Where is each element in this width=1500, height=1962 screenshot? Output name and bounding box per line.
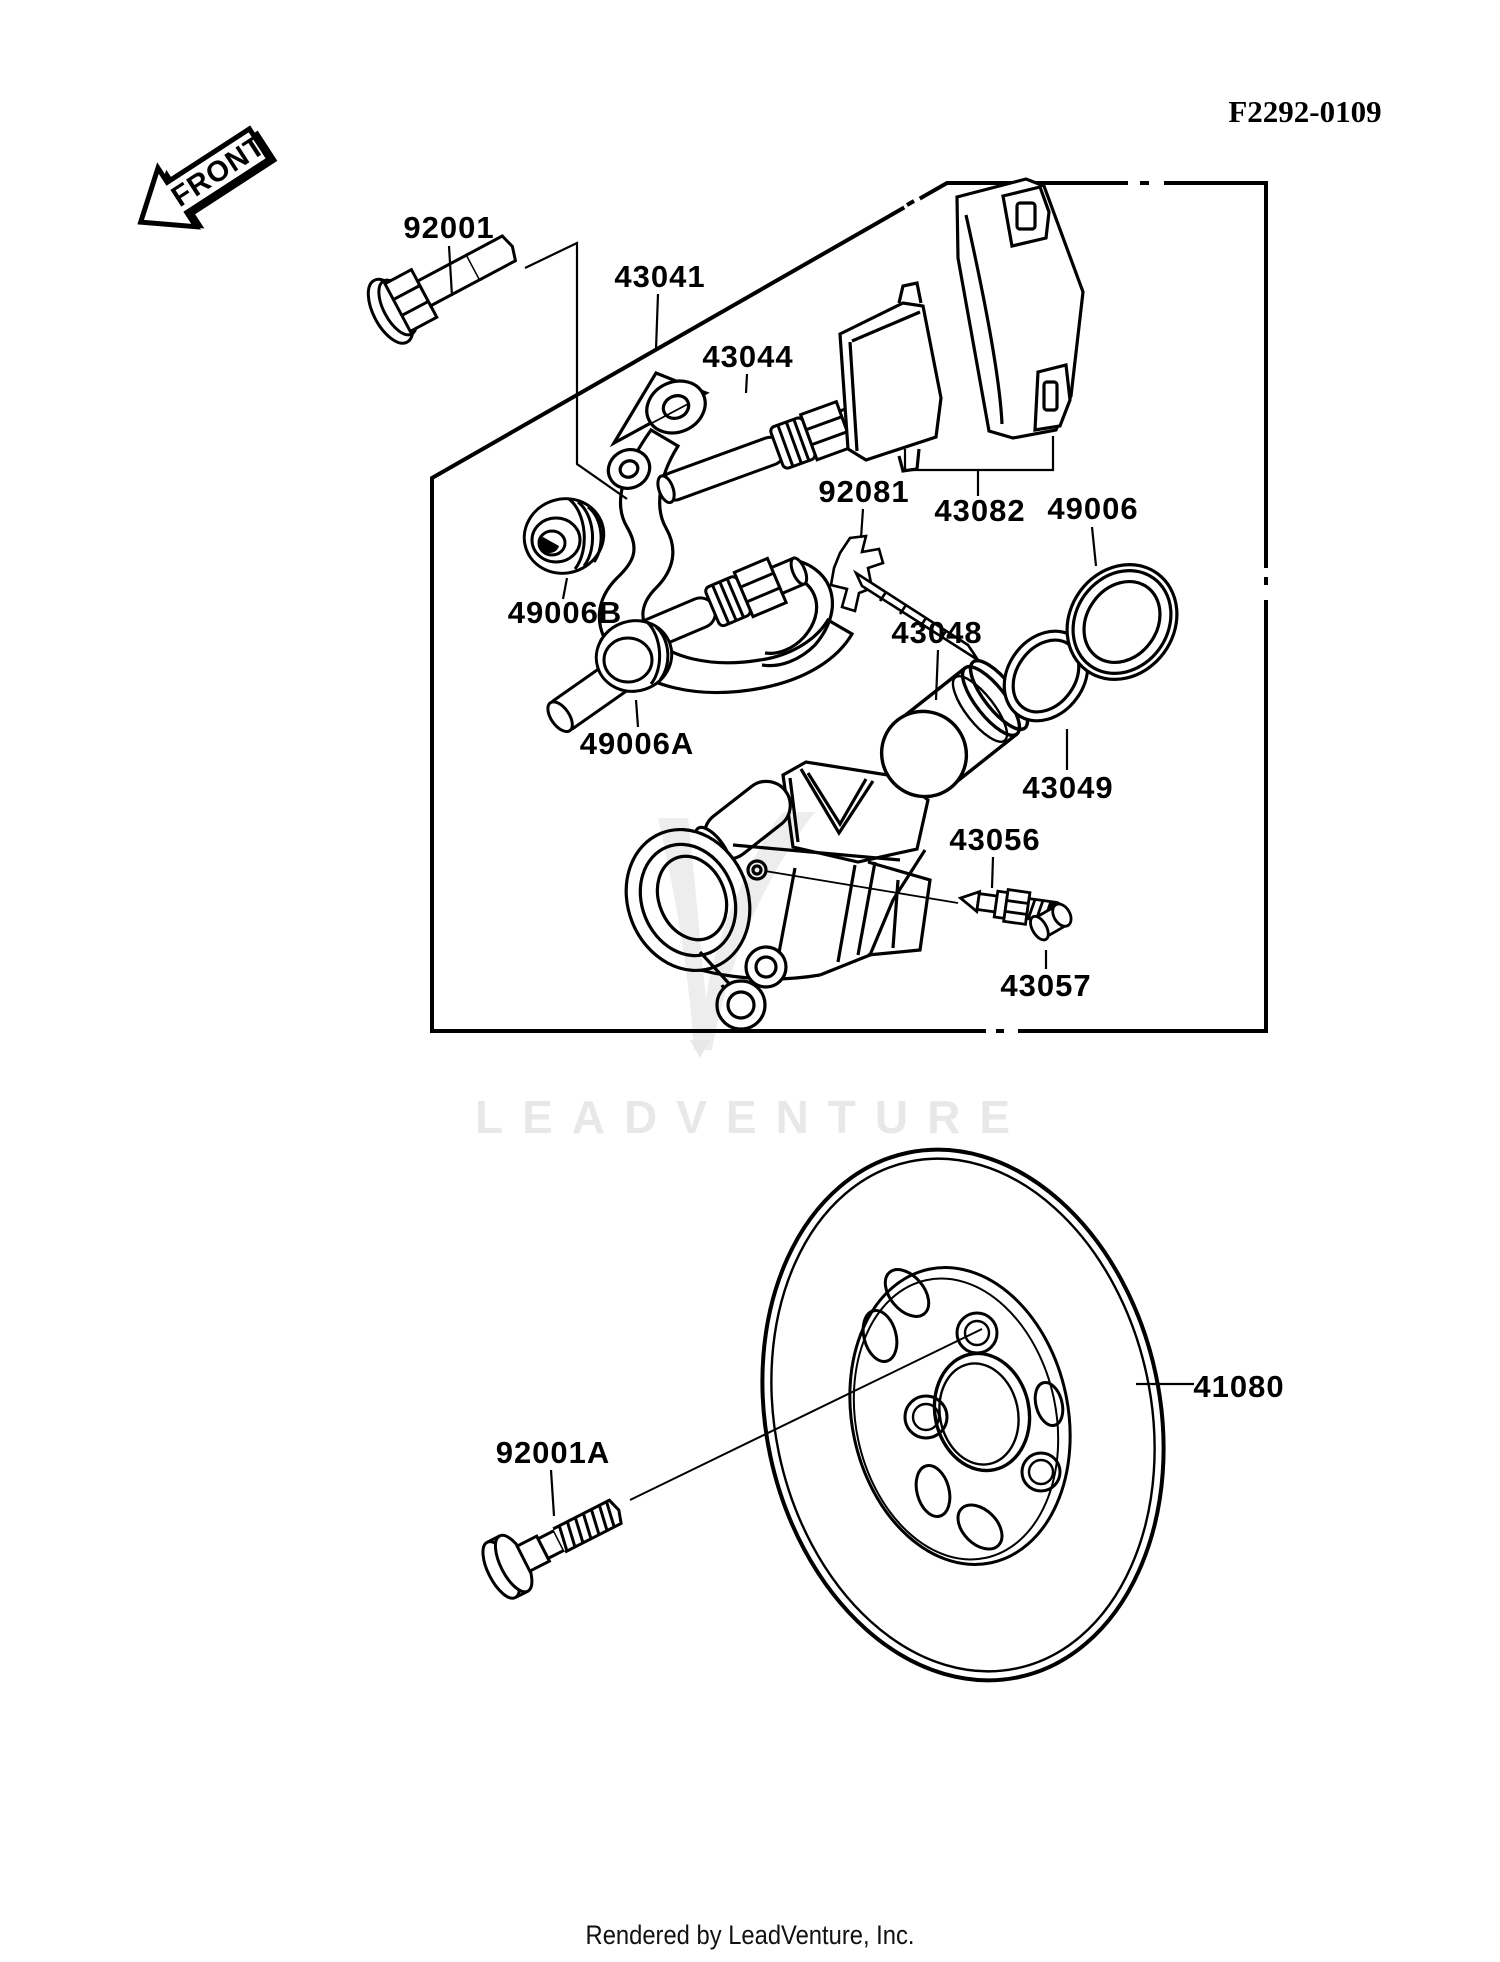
leader-49006 — [1092, 527, 1096, 566]
brake-pad-outer — [840, 283, 941, 471]
caliper-body — [605, 762, 930, 1029]
part-label-43082: 43082 — [934, 493, 1026, 528]
part-label-41080: 41080 — [1193, 1369, 1285, 1404]
watermark-text: LEADVENTURE — [474, 1091, 1030, 1143]
leader-43041 — [656, 294, 658, 349]
footer-credit: Rendered by LeadVenture, Inc. — [585, 1920, 915, 1950]
leader-43048 — [936, 650, 938, 700]
part-label-43041: 43041 — [614, 259, 706, 294]
leader-49006A — [636, 700, 638, 727]
front-arrow-label: FRONT — [165, 129, 272, 214]
part-label-92081: 92081 — [818, 474, 910, 509]
part-label-49006: 49006 — [1047, 491, 1139, 526]
part-label-49006A: 49006A — [579, 726, 695, 761]
leader-43056 — [992, 857, 993, 888]
part-label-43049: 43049 — [1022, 770, 1114, 805]
part-label-43048: 43048 — [891, 615, 983, 650]
bolt-92001A — [476, 1482, 633, 1603]
part-label-49006B: 49006B — [507, 595, 623, 630]
front-arrow-icon — [121, 111, 287, 255]
bushing-cap-49006B — [515, 488, 614, 583]
brake-disc-41080 — [715, 1112, 1212, 1718]
leader-43082 — [905, 436, 1053, 496]
leader-92001A — [551, 1470, 554, 1516]
part-label-92001: 92001 — [403, 210, 495, 245]
brake-pad-inner — [957, 179, 1083, 438]
part-label-92001A: 92001A — [495, 1435, 611, 1470]
part-label-43057: 43057 — [1000, 968, 1092, 1003]
leader-92081 — [861, 509, 863, 538]
figure-code: F2292-0109 — [1228, 94, 1382, 129]
leader-43044 — [746, 374, 747, 393]
part-label-43044: 43044 — [702, 339, 794, 374]
part-label-43056: 43056 — [949, 822, 1041, 857]
